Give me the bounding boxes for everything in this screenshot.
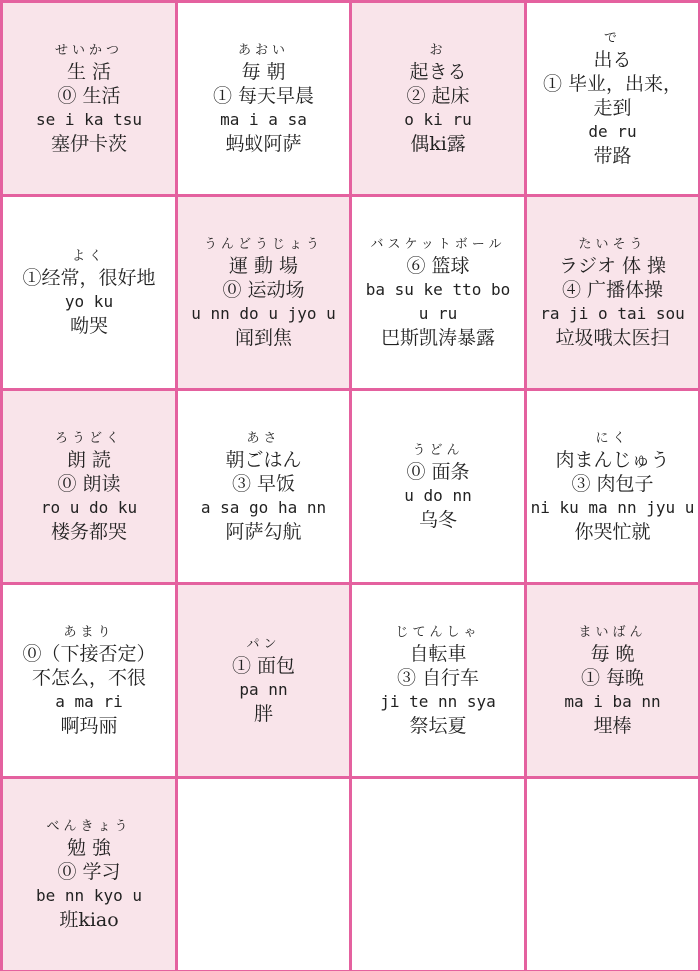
vocab-text: 垃圾哦太医扫 <box>555 326 670 349</box>
vocab-text: 勉 強 <box>66 836 112 859</box>
vocab-text: ①经常，很好地 <box>22 266 156 289</box>
vocab-text: ② 起床 <box>406 84 470 107</box>
romaji: u do nn <box>404 485 472 505</box>
romaji: pa nn <box>239 679 288 699</box>
romaji: ni ku ma nn jyu u <box>530 497 695 517</box>
vocab-text: 巴斯凯涛暴露 <box>380 326 495 349</box>
romaji: ro u do ku <box>40 497 138 517</box>
furigana: まいばん <box>578 624 647 640</box>
vocab-card <box>527 197 698 388</box>
vocab-card <box>3 391 175 582</box>
vocab-card <box>178 391 349 582</box>
romaji: ra ji o tai sou <box>540 303 685 323</box>
vocab-card <box>178 197 349 388</box>
vocab-text: 乌冬 <box>418 508 457 531</box>
vocab-card <box>527 391 698 582</box>
furigana: にく <box>595 430 630 446</box>
vocab-text: 祭坛夏 <box>409 714 467 737</box>
vocab-text: 朗 読 <box>66 448 112 471</box>
vocab-text: 埋棒 <box>593 714 632 737</box>
furigana: あまり <box>63 624 115 640</box>
vocab-text: 生 活 <box>66 60 112 83</box>
vocab-text: 带路 <box>593 144 632 167</box>
vocab-text: 闻到焦 <box>234 326 292 349</box>
furigana: お <box>429 42 447 58</box>
empty-card <box>527 779 698 970</box>
romaji: a sa go ha nn <box>200 497 327 517</box>
furigana: パン <box>246 636 281 652</box>
vocab-text: 楼务都哭 <box>50 520 127 543</box>
empty-card <box>178 779 349 970</box>
vocab-card <box>352 585 524 776</box>
vocab-card <box>3 3 175 194</box>
vocab-text: 啊玛丽 <box>60 714 118 737</box>
vocab-text: ① 毕业，出来，走到 <box>542 72 683 119</box>
vocab-text: 你哭忙就 <box>574 520 651 543</box>
romaji: u nn do u jyo u <box>191 303 336 323</box>
vocab-text: 毎 晩 <box>590 642 635 665</box>
romaji: se i ka tsu <box>36 109 142 129</box>
vocab-text: 塞伊卡茨 <box>50 132 127 155</box>
romaji: yo ku <box>64 291 114 311</box>
vocab-text: ⑥ 篮球 <box>406 254 470 277</box>
romaji: de ru <box>588 121 637 141</box>
vocab-text: 蚂蚁阿萨 <box>225 132 302 155</box>
vocab-text: ⓪ 面条 <box>406 460 470 483</box>
furigana: バスケットボール <box>370 236 506 252</box>
vocab-text: 自転車 <box>409 642 467 665</box>
vocab-card <box>3 779 175 970</box>
vocab-text: ③ 早饭 <box>231 472 296 495</box>
romaji: ma i a sa <box>220 109 307 129</box>
furigana: じてんしゃ <box>395 624 481 640</box>
romaji: ji te nn sya <box>380 691 496 711</box>
vocab-card <box>352 3 524 194</box>
furigana: べんきょう <box>46 818 132 834</box>
vocab-card <box>352 197 524 388</box>
vocab-card <box>352 391 524 582</box>
vocab-text: ラジオ 体 操 <box>558 254 667 277</box>
vocab-text: 起きる <box>409 60 467 83</box>
furigana: あさ <box>246 430 281 446</box>
vocab-card <box>3 585 175 776</box>
romaji: be nn kyo u <box>36 885 142 905</box>
vocab-text: ③ 自行车 <box>396 666 480 689</box>
furigana: うんどうじょう <box>203 236 323 252</box>
furigana: せいかつ <box>54 42 123 58</box>
furigana: で <box>603 30 621 46</box>
vocab-text: ⓪ 运动场 <box>222 278 305 301</box>
romaji: a ma ri <box>55 691 123 711</box>
vocab-card <box>178 3 349 194</box>
vocab-card <box>527 585 698 776</box>
furigana: うどん <box>412 442 464 458</box>
vocab-card <box>3 197 175 388</box>
furigana: あおい <box>237 42 289 58</box>
vocab-text: ④ 广播体操 <box>561 278 664 301</box>
furigana: よく <box>71 248 106 264</box>
vocab-text: ⓪ 朗读 <box>57 472 121 495</box>
vocab-card <box>527 3 698 194</box>
vocab-text: ① 面包 <box>231 654 296 677</box>
vocab-text: ⓪ 学习 <box>57 860 121 883</box>
romaji: ma i ba nn <box>564 691 661 711</box>
vocab-text: ① 每天早晨 <box>212 84 315 107</box>
vocab-text: 阿萨勾航 <box>225 520 302 543</box>
vocab-text: 毎 朝 <box>241 60 286 83</box>
vocab-text: 呦哭 <box>69 314 108 337</box>
vocab-text: 胖 <box>253 702 273 725</box>
vocab-text: ① 每晚 <box>580 666 645 689</box>
empty-card <box>352 779 524 970</box>
vocab-text: ⓪（下接否定）不怎么，不很 <box>22 642 156 689</box>
furigana: ろうどく <box>54 430 123 446</box>
vocab-text: ⓪ 生活 <box>57 84 121 107</box>
vocab-text: 朝ごはん <box>225 448 302 471</box>
vocab-text: 肉まんじゅう <box>555 448 670 471</box>
vocab-text: ③ 肉包子 <box>571 472 654 495</box>
vocab-card <box>178 585 349 776</box>
furigana: たいそう <box>578 236 647 252</box>
vocab-text: 偶ki露 <box>410 132 466 155</box>
romaji: ba su ke tto bo u ru <box>365 279 511 323</box>
vocab-text: 運 動 場 <box>228 254 299 277</box>
vocab-text: 出る <box>593 48 632 71</box>
romaji: o ki ru <box>404 109 472 129</box>
vocab-text: 班kiao <box>59 908 119 931</box>
